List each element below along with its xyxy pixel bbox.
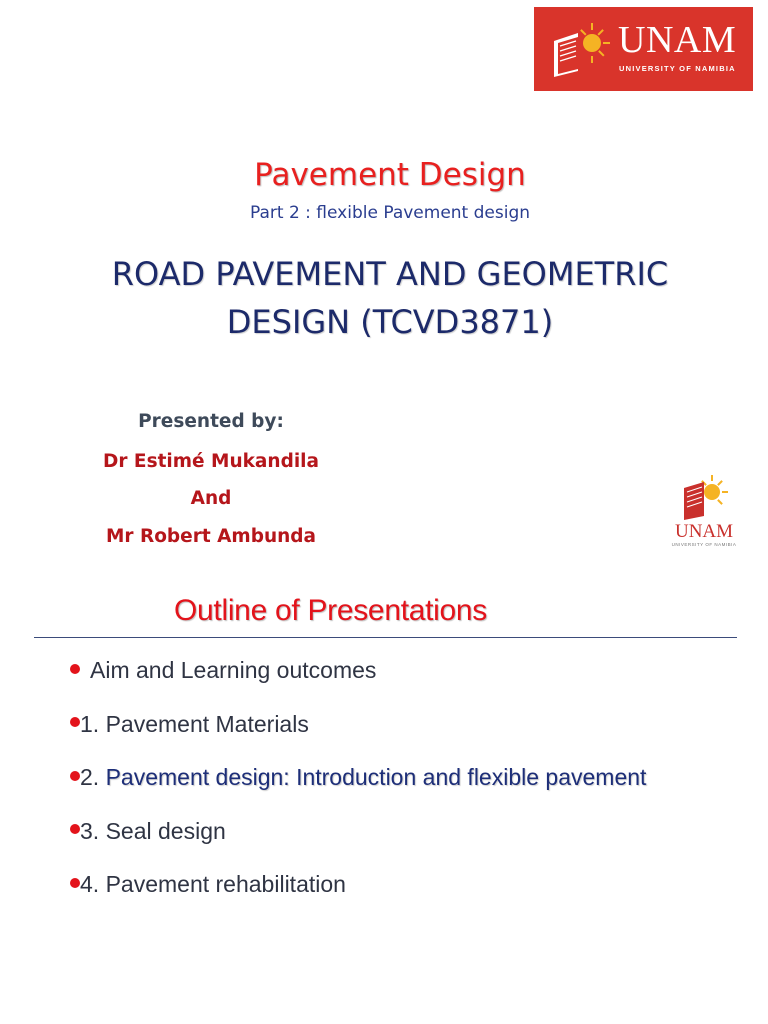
small-book-sun-icon (668, 474, 740, 520)
small-logo-subtitle: UNIVERSITY OF NAMIBIA (671, 542, 737, 547)
presenter-name-1: Dr Estimé Mukandila (103, 451, 319, 472)
logo-subtitle: UNIVERSITY OF NAMIBIA (619, 64, 736, 73)
unam-logo-banner (534, 7, 753, 91)
outline-item-text: Pavement rehabilitation (99, 871, 346, 897)
outline-item-text: Seal design (99, 817, 226, 844)
slide-subtitle: Part 2 : flexible Pavement design (249, 203, 531, 223)
outline-item (70, 704, 646, 758)
outline-item (70, 864, 646, 918)
unam-small-logo (668, 474, 740, 552)
outline-item-text: Pavement design: Introduction and flexible pavement (99, 764, 647, 790)
presenter-and: And (190, 488, 232, 509)
outline-item-number: 3. (80, 817, 100, 844)
course-title (60, 250, 720, 346)
outline-item (70, 757, 646, 811)
bullet-icon (70, 824, 80, 834)
bullet-icon (70, 878, 80, 888)
presenter-name-2: Mr Robert Ambunda (105, 526, 317, 547)
outline-heading: Outline of Presentations (174, 594, 487, 627)
small-logo-wordmark: UNAM (674, 521, 734, 542)
book-sun-icon (548, 21, 612, 77)
logo-wordmark: UNAM (618, 19, 737, 61)
bullet-icon (70, 664, 80, 674)
course-title-line1: ROAD PAVEMENT AND GEOMETRIC (111, 255, 669, 293)
bullet-icon (70, 771, 80, 781)
outline-item-number: 1. (80, 710, 100, 737)
outline-item-number: 2. (80, 764, 100, 790)
bullet-icon (70, 717, 80, 727)
course-title-line2: DESIGN (TCVD3871) (226, 303, 554, 341)
outline-item (70, 811, 646, 865)
slide-title: Pavement Design (254, 157, 526, 193)
divider (34, 637, 737, 638)
outline-list (70, 650, 646, 918)
outline-item (70, 650, 646, 704)
presented-by-label: Presented by: (138, 411, 284, 432)
outline-item-text: Pavement Materials (99, 710, 309, 737)
outline-item-number: 4. (80, 871, 100, 897)
outline-item-text: Aim and Learning outcomes (90, 657, 377, 683)
